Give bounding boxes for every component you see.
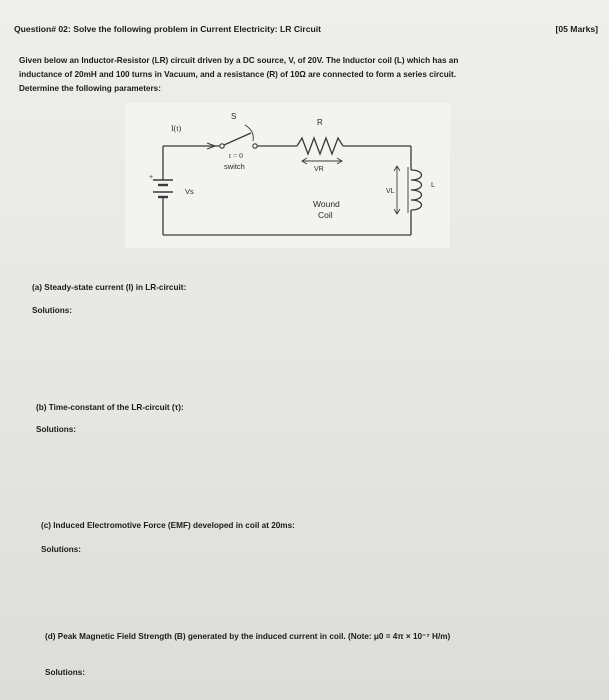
inductor-label: L [431, 180, 436, 189]
question-title: Question# 02: Solve the following problem in Current Electricity: LR Circuit [14, 24, 322, 34]
switch-time-label: t = 0 [229, 151, 243, 160]
resistor-voltage-label: VR [314, 166, 324, 173]
switch-letter: S [231, 112, 237, 121]
svg-text:+: + [149, 174, 154, 181]
source-label: Vs [185, 187, 194, 196]
part-d-solution-label: Solutions: [45, 668, 86, 677]
resistor-zigzag [297, 138, 343, 154]
inductor-voltage-label: VL [386, 188, 395, 195]
problem-statement [19, 54, 594, 96]
part-b-question: (b) Time-constant of the LR-circuit (τ): [36, 403, 184, 412]
part-c-question: (c) Induced Electromotive Force (EMF) developed in coil at 20ms: [41, 521, 295, 530]
switch-contact-right [253, 144, 257, 148]
intro-line-2: inductance of 20mH and 100 turns in Vacuum, and a resistance (R) of 10Ω are connected to form a series circuit. [19, 70, 456, 79]
intro-line-3: Determine the following parameters: [19, 84, 161, 93]
part-d-question: (d) Peak Magnetic Field Strength (B) generated by the induced current in coil. (Note: μ0 = 4π × 10⁻⁷ H/m) [45, 632, 451, 641]
current-label: I(t) [171, 124, 182, 133]
marks-label: [05 Marks] [555, 24, 598, 34]
resistor-label: R [317, 118, 323, 127]
switch-blade[interactable] [224, 133, 251, 145]
circuit-svg [125, 103, 450, 248]
part-a-question: (a) Steady-state current (I) in LR-circuit: [32, 283, 187, 292]
part-b-solution-label: Solutions: [36, 425, 77, 434]
inductor-coil [411, 170, 422, 210]
switch-motion-arrow-icon [245, 125, 253, 141]
switch-contact-left [220, 144, 224, 148]
coil-label-line-1: Wound [313, 199, 340, 209]
part-a-solution-label: Solutions: [32, 306, 73, 315]
question-header [14, 24, 598, 34]
intro-line-1: Given below an Inductor-Resistor (LR) circuit driven by a DC source, V, of 20V. The Inductor coil (L) which has an [19, 56, 459, 65]
lr-circuit-diagram [125, 103, 450, 248]
coil-label-line-2: Coil [318, 210, 333, 220]
switch-label: switch [224, 162, 245, 171]
battery-icon [149, 174, 173, 206]
part-c-solution-label: Solutions: [41, 545, 82, 554]
